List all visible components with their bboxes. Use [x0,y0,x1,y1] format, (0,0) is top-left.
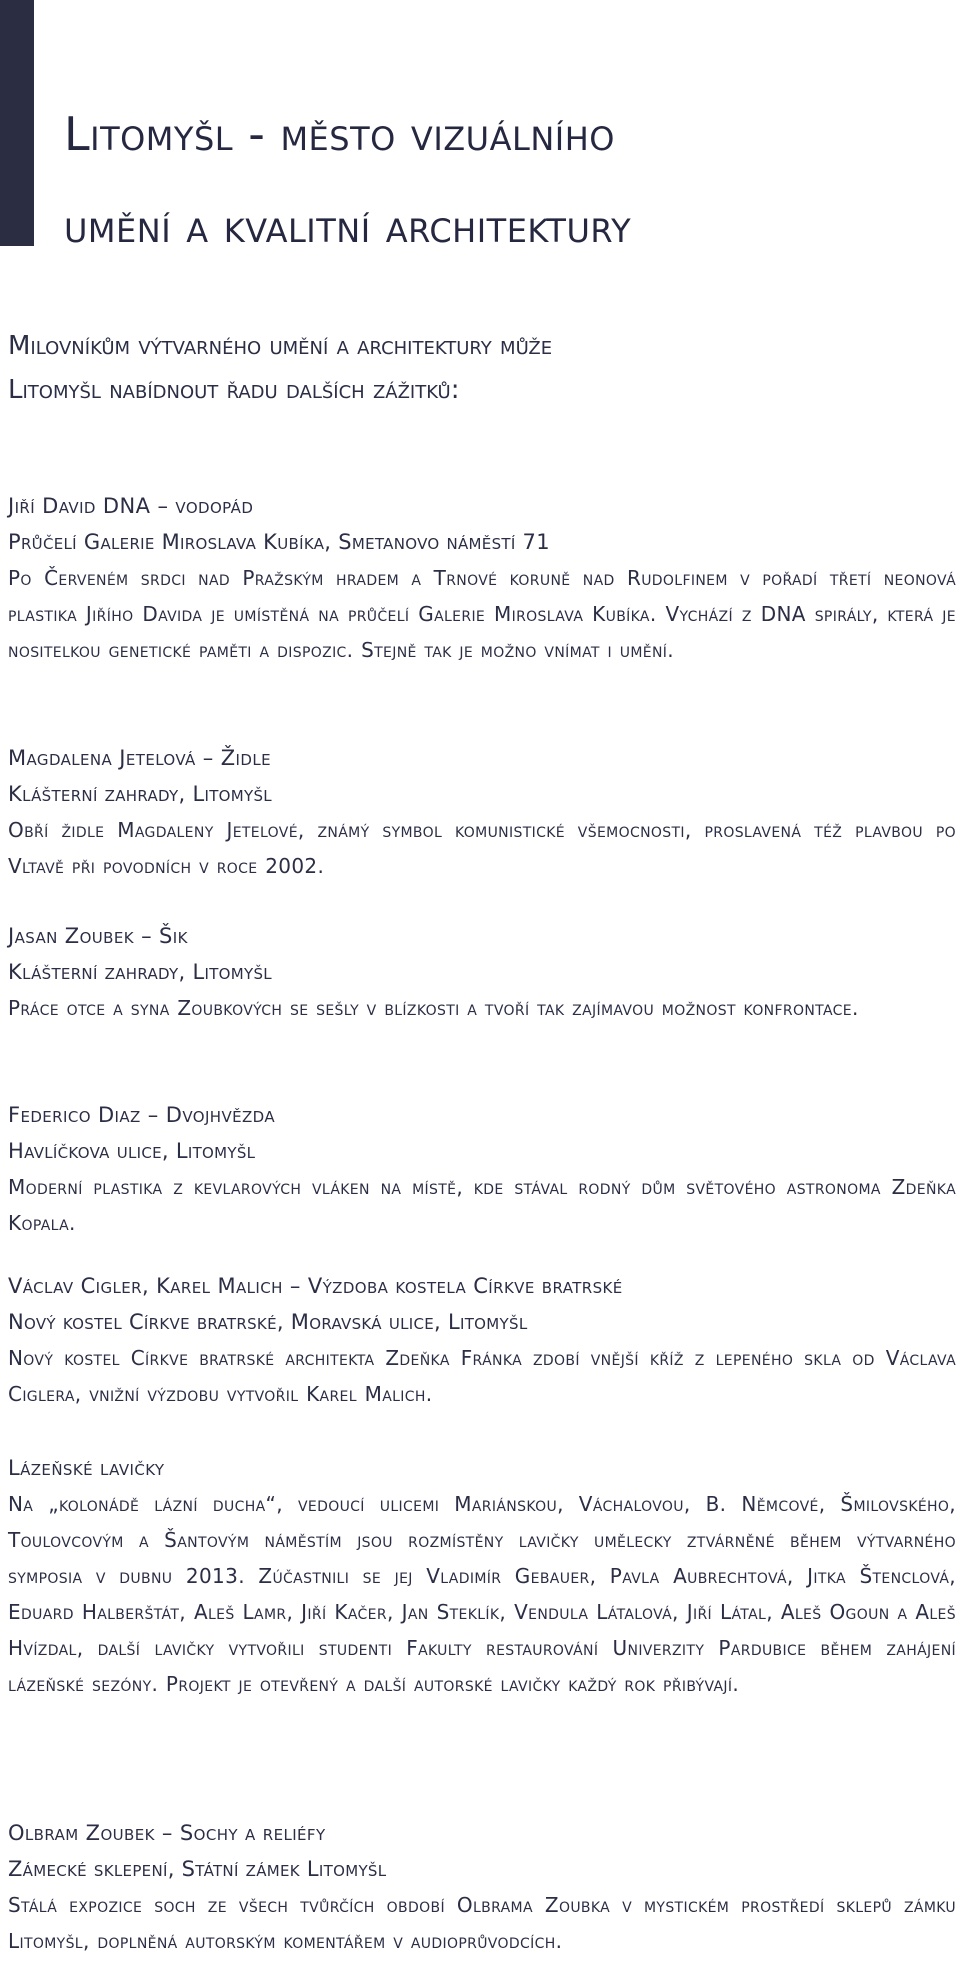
entry-description: Stálá expozice soch ze všech tvůrčích období Olbrama Zoubka v mystickém prostředí sklepů zámku Litomyšl, doplněná autorským komentářem v audioprůvodcích. [8,1893,956,1953]
entry-jasan-zoubek [8,918,956,1026]
title-accent-bar [0,0,34,246]
entry-location: Nový kostel Církve bratrské, Moravská ulice, Litomyšl [8,1310,528,1334]
entry-location: Havlíčkova ulice, Litomyšl [8,1139,256,1163]
entry-description: Práce otce a syna Zoubkových se sešly v blízkosti a tvoří tak zajímavou možnost konfrontace. [8,996,859,1020]
entry-olbram-zoubek [8,1815,956,1959]
entry-lazenske-lavicky [8,1450,956,1702]
entry-magdalena-jetelova [8,740,956,884]
entry-title: Václav Cigler, Karel Malich – Výzdoba kostela Církve bratrské [8,1274,623,1298]
entry-description: Po Červeném srdci nad Pražským hradem a Trnové koruně nad Rudolfinem v pořadí třetí neonová plastika Jiřího Davida je umístěná na průčelí Galerie Miroslava Kubíka. Vychází z DNA spirály, která je nositelkou genetické paměti a dispozic. Stejně tak je možno vnímat i umění. [8,566,956,662]
intro-line-1: Milovníkům výtvarného umění a architektury může [8,331,553,361]
entry-title: Lázeňské lavičky [8,1456,165,1480]
entry-title: Jasan Zoubek – Šik [8,924,188,948]
entry-location: Průčelí Galerie Miroslava Kubíka, Smetanovo náměstí 71 [8,530,550,554]
entry-title: Federico Diaz – Dvojhvězda [8,1103,276,1127]
entry-title: Magdalena Jetelová – Židle [8,746,271,770]
page-title [64,88,944,272]
entry-vaclav-cigler [8,1268,956,1412]
page-title-line-1: Litomyšl - město vizuálního [64,107,615,161]
intro-line-2: Litomyšl nabídnout řadu dalších zážitků: [8,375,460,405]
page-title-line-2: umění a kvalitní architektury [64,199,632,253]
entry-description: Moderní plastika z kevlarových vláken na místě, kde stával rodný dům světového astronoma Zdeňka Kopala. [8,1175,956,1235]
entry-description: Nový kostel Církve bratrské architekta Zdeňka Fránka zdobí vnější kříž z lepeného skla od Václava Ciglera, vnižní výzdobu vytvořil Karel Malich. [8,1346,956,1406]
intro-text [8,324,948,412]
entry-title: Jiří David DNA – vodopád [8,494,254,518]
entry-jiri-david [8,488,956,668]
entry-location: Zámecké sklepení, Státní zámek Litomyšl [8,1857,387,1881]
entry-description: Na „kolonádě lázní ducha“, vedoucí ulicemi Mariánskou, Váchalovou, B. Němcové, Šmilovského, Toulovcovým a Šantovým náměstím jsou rozmístěny lavičky umělecky ztvárněné během výtvarného symposia v dubnu 2013. Zúčastnili se jej Vladimír Gebauer, Pavla Aubrechtová, Jitka Štenclová, Eduard Halberštát, Aleš Lamr, Jiří Kačer, Jan Steklík, Vendula Látalová, Jiří Látal, Aleš Ogoun a Aleš Hvízdal, další lavičky vytvořili studenti Fakulty restaurování Univerzity Pardubice během zahájení lázeňské sezóny. Projekt je otevřený a další autorské lavičky každý rok přibývají. [8,1492,956,1696]
entry-location: Klášterní zahrady, Litomyšl [8,960,272,984]
entry-description: Obří židle Magdaleny Jetelové, známý symbol komunistické všemocnosti, proslavená též plavbou po Vltavě při povodních v roce 2002. [8,818,956,878]
entry-federico-diaz [8,1097,956,1241]
entry-title: Olbram Zoubek – Sochy a reliéfy [8,1821,326,1845]
entry-location: Klášterní zahrady, Litomyšl [8,782,272,806]
